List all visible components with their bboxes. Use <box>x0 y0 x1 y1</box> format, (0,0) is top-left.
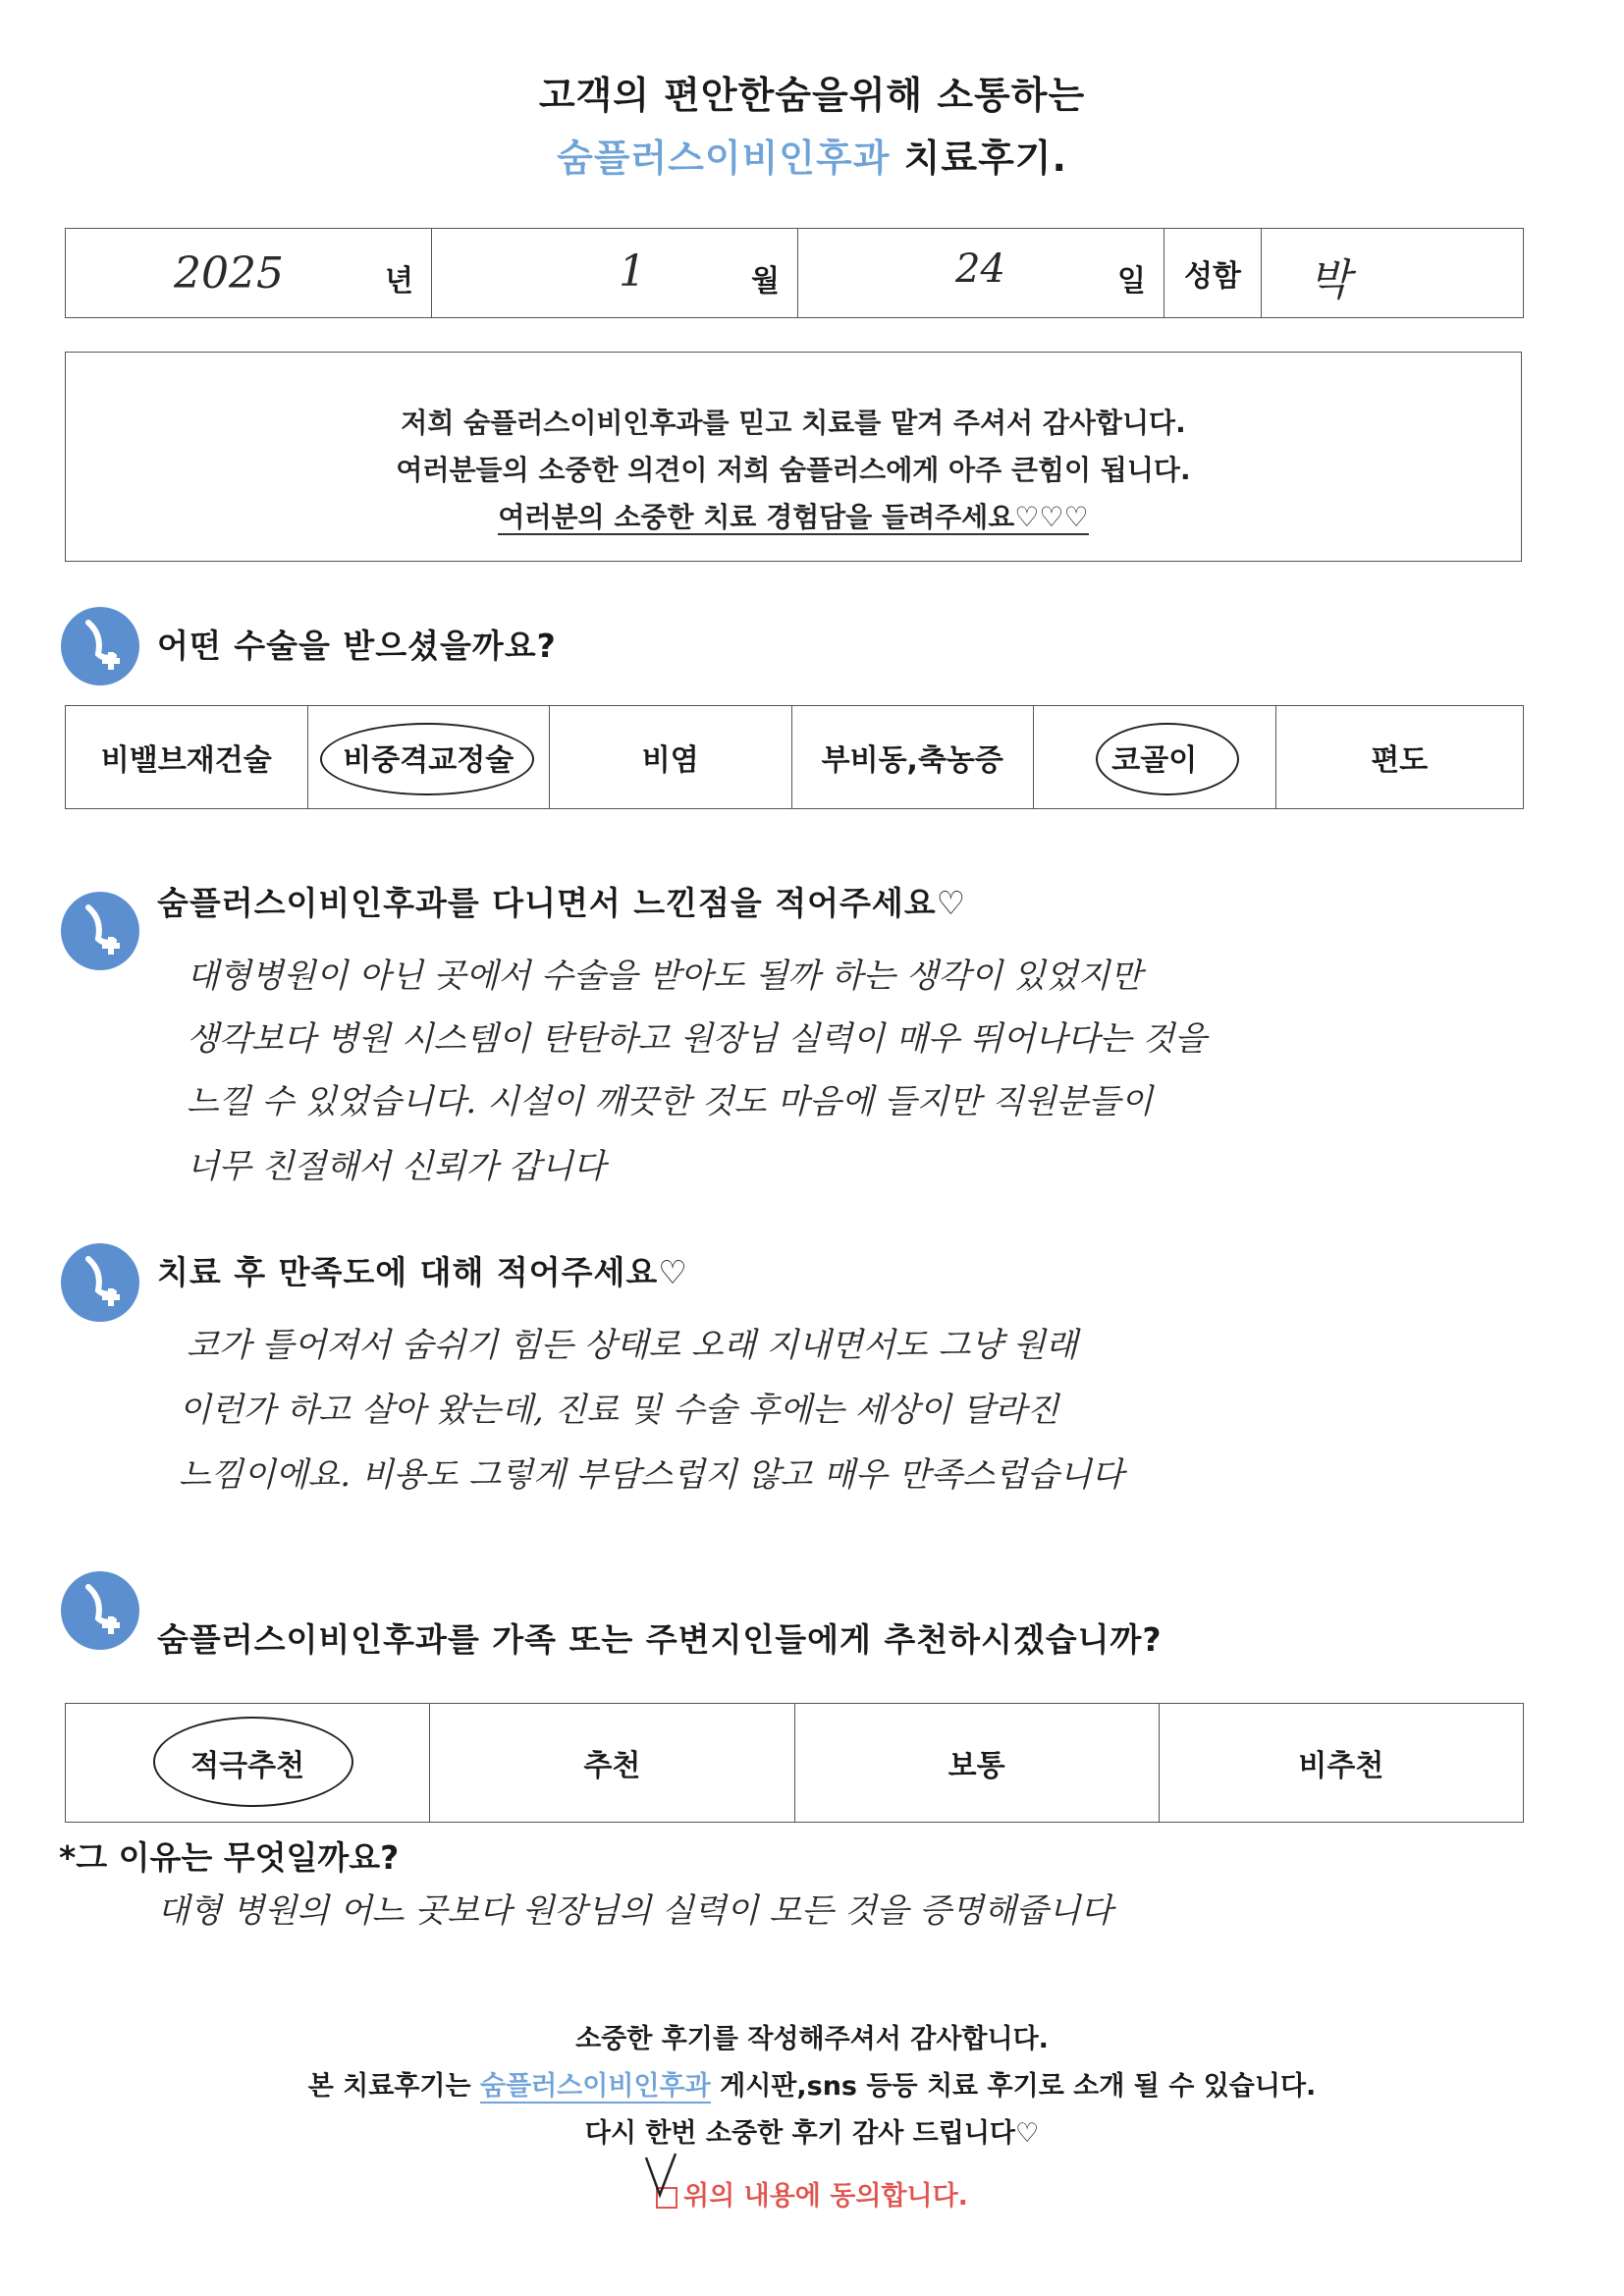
footer-line-3: 다시 한번 소중한 후기 감사 드립니다♡ <box>584 2118 1040 2149</box>
q2-answer-line: 대형병원이 아닌 곳에서 수술을 받아도 될까 하는 생각이 있었지만 <box>187 957 1143 996</box>
title-line-2 <box>0 128 1624 182</box>
notice-line-2: 여러분들의 소중한 의견이 저희 숨플러스에게 아주 큰힘이 됩니다. <box>396 454 1191 486</box>
q2-heading: 숨플러스이비인후과를 다니면서 느낀점을 적어주세요♡ <box>157 884 967 922</box>
checkbox-icon[interactable] <box>656 2187 677 2209</box>
nose-plus-logo-icon <box>59 1569 141 1652</box>
surgery-option[interactable]: 비밸브재건술 <box>66 706 308 809</box>
month-label: 월 <box>751 264 780 299</box>
nose-plus-logo-icon <box>59 605 141 687</box>
day-label: 일 <box>1117 264 1146 299</box>
surgery-option[interactable]: 비중격교정술 <box>307 706 550 809</box>
day-cell[interactable] <box>798 229 1164 318</box>
name-label: 성함 <box>1184 259 1241 294</box>
consent-row[interactable] <box>0 2174 1624 2213</box>
recommend-option[interactable]: 적극추천 <box>66 1704 430 1823</box>
footer-line-2-prefix: 본 치료후기는 <box>307 2071 480 2102</box>
selected-circle <box>320 723 534 795</box>
q4-heading: 숨플러스이비인후과를 가족 또는 주변지인들에게 추천하시겠습니까? <box>157 1620 1163 1659</box>
q3-answer-line: 느낌이에요. 비용도 그렇게 부담스럽지 않고 매우 만족스럽습니다 <box>179 1455 1124 1495</box>
recommend-option[interactable]: 보통 <box>794 1704 1159 1823</box>
notice-line-1: 저희 숨플러스이비인후과를 믿고 치료를 맡겨 주셔서 감사합니다. <box>401 407 1186 439</box>
q3-heading: 치료 후 만족도에 대해 적어주세요♡ <box>157 1253 688 1291</box>
q2-answer-line: 느낄 수 있었습니다. 시설이 깨끗한 것도 마음에 들지만 직원분들이 <box>187 1082 1154 1121</box>
surgery-options-table <box>65 705 1524 809</box>
surgery-option[interactable]: 편도 <box>1275 706 1524 809</box>
q3-answer-line: 이런가 하고 살아 왔는데, 진료 및 수술 후에는 세상이 달라진 <box>179 1391 1059 1430</box>
footer-line-2 <box>0 2064 1624 2103</box>
consent-text: 위의 내용에 동의합니다. <box>683 2181 968 2212</box>
footer-brand: 숨플러스이비인후과 <box>479 2071 711 2102</box>
name-label-cell <box>1164 229 1262 318</box>
selected-circle <box>1096 723 1239 795</box>
surgery-option[interactable]: 코골이 <box>1034 706 1276 809</box>
month-cell[interactable] <box>432 229 798 318</box>
selected-circle <box>153 1717 353 1807</box>
recommend-option[interactable]: 비추천 <box>1159 1704 1523 1823</box>
footer-line-2-suffix: 게시판,sns 등등 치료 후기로 소개 될 수 있습니다. <box>710 2071 1317 2102</box>
surgery-option[interactable]: 비염 <box>550 706 792 809</box>
year-cell[interactable] <box>66 229 432 318</box>
surgery-option[interactable]: 부비동,축농증 <box>791 706 1034 809</box>
q2-answer-line: 너무 친절해서 신뢰가 갑니다 <box>187 1147 606 1186</box>
q3-answer-line: 코가 틀어져서 숨쉬기 힘든 상태로 오래 지내면서도 그냥 원래 <box>187 1326 1078 1365</box>
day-value: 24 <box>955 246 1005 292</box>
nose-plus-logo-icon <box>59 890 141 972</box>
title-suffix: 치료후기. <box>890 137 1067 180</box>
recommend-option[interactable]: 추천 <box>430 1704 794 1823</box>
title-brand: 숨플러스이비인후과 <box>557 137 891 180</box>
notice-line-3 <box>66 496 1521 535</box>
date-name-table <box>65 228 1524 318</box>
reason-label: *그 이유는 무엇일까요? <box>59 1838 400 1877</box>
footer-line-1: 소중한 후기를 작성해주셔서 감사합니다. <box>575 2024 1049 2054</box>
q2-answer-line: 생각보다 병원 시스템이 탄탄하고 원장님 실력이 매우 뛰어나다는 것을 <box>187 1019 1207 1059</box>
reason-answer: 대형 병원의 어느 곳보다 원장님의 실력이 모든 것을 증명해줍니다 <box>157 1891 1113 1931</box>
year-label: 년 <box>385 264 413 299</box>
title-line-1: 고객의 편안한숨을위해 소통하는 <box>538 74 1086 117</box>
nose-plus-logo-icon <box>59 1241 141 1324</box>
month-value: 1 <box>619 246 646 297</box>
name-value: 박 <box>1309 255 1351 305</box>
notice-box <box>65 352 1522 562</box>
q1-heading: 어떤 수술을 받으셨을까요? <box>157 627 557 665</box>
year-value: 2025 <box>174 248 284 299</box>
name-cell[interactable] <box>1262 229 1524 318</box>
notice-line-3-text: 여러분의 소중한 치료 경험담을 들려주세요♡♡♡ <box>498 501 1089 533</box>
